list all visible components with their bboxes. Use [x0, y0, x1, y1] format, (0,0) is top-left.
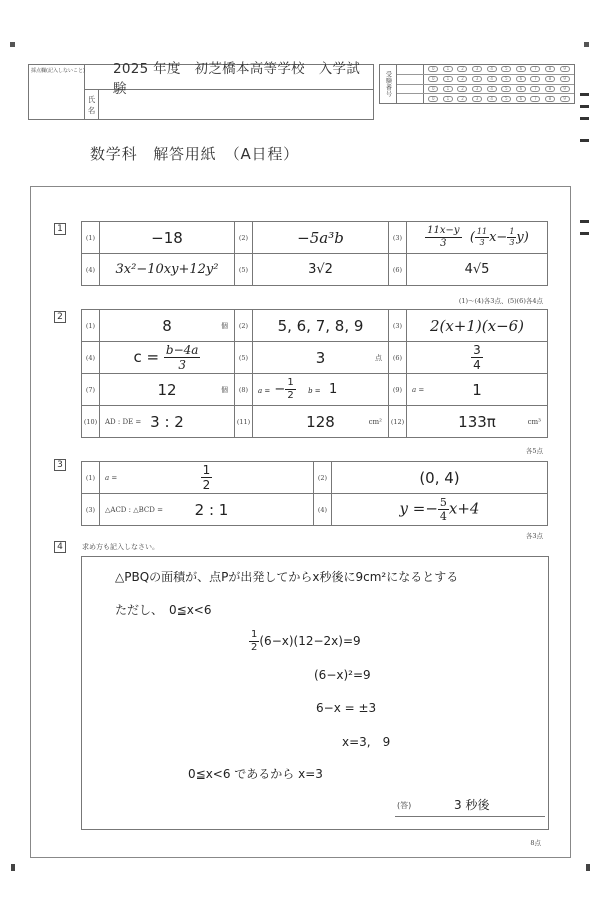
bubble-group: [424, 85, 574, 94]
answer-label: (2): [235, 222, 253, 254]
digit-bubble[interactable]: 8: [545, 76, 555, 82]
answer-cell[interactable]: −18: [100, 222, 235, 254]
digit-bubble[interactable]: 5: [501, 76, 511, 82]
timing-mark: [580, 105, 589, 108]
unit-label: 個: [221, 385, 228, 394]
answer-label: (11): [235, 406, 253, 438]
registration-mark: [584, 42, 589, 47]
answer-label: (10): [82, 406, 100, 438]
digit-bubble[interactable]: 8: [545, 96, 555, 102]
digit-bubble[interactable]: 7: [530, 66, 540, 72]
work-line: △PBQの面積が、点Pが出発してからx秒後に9cm²になるとする: [115, 570, 459, 584]
answer-cell[interactable]: △ACD : △BCD = 2 : 1: [100, 494, 314, 526]
fraction: $\frac{11x-y}{3}$: [427, 225, 460, 249]
answer-cell[interactable]: a = − $\frac{1}{2}$ b = 1: [253, 374, 389, 406]
points-note: 8点: [530, 839, 541, 847]
digit-bubble[interactable]: 1: [443, 86, 453, 92]
digit-bubble[interactable]: 1: [443, 66, 453, 72]
work-line: $\frac{1}{2}$ (6−x)(12−2x)=9: [251, 629, 361, 653]
answer-label: (5): [235, 254, 253, 286]
digit-bubble[interactable]: 8: [545, 66, 555, 72]
points-note: 各5点: [525, 447, 543, 455]
question-number: 4: [54, 541, 66, 553]
work-line: ただし、 0≦x<6: [115, 603, 212, 617]
answer-cell[interactable]: 133π cm³: [407, 406, 548, 438]
exam-number-row: [397, 65, 574, 75]
question-number: 3: [54, 459, 66, 471]
fraction: $\frac{3}{4}$: [473, 343, 481, 372]
bubble-group: [424, 65, 574, 74]
fraction: $\frac{11}{3}$: [476, 227, 488, 247]
answer-cell[interactable]: c = $\frac{b-4a}{3}$: [100, 342, 235, 374]
digit-bubble[interactable]: 7: [530, 96, 540, 102]
answer-cell[interactable]: $\frac{11x-y}{3}$ ( $\frac{11}{3}$ x− $\frac{1}{3}$ y): [407, 222, 548, 254]
question-number: 1: [54, 223, 66, 235]
answer-cell[interactable]: (0, 4): [332, 462, 548, 494]
work-line: 6−x = ±3: [316, 701, 377, 715]
timing-mark: [580, 220, 589, 223]
answer-cell[interactable]: a = 1: [407, 374, 548, 406]
fraction: $\frac{1}{2}$: [287, 377, 294, 401]
score-box: [29, 65, 85, 119]
answer-label: (2): [314, 462, 332, 494]
digit-bubble[interactable]: 8: [545, 86, 555, 92]
digit-bubble[interactable]: 9: [560, 66, 570, 72]
exam-number-row: [397, 75, 574, 85]
answer-cell[interactable]: 3√2: [253, 254, 389, 286]
work-line: (6−x)²=9: [314, 668, 371, 682]
digit-write-box[interactable]: [397, 85, 424, 94]
score-label: 採点欄(記入しないこと): [31, 68, 85, 74]
exam-number-grid: [379, 64, 575, 104]
digit-bubble[interactable]: 4: [487, 76, 497, 82]
digit-bubble[interactable]: 5: [501, 86, 511, 92]
points-note: (1)〜(4)各3点、(5)(6)各4点: [458, 297, 543, 305]
answer-label: (6): [389, 254, 407, 286]
digit-bubble[interactable]: 0: [428, 76, 438, 82]
digit-bubble[interactable]: 0: [428, 86, 438, 92]
final-answer[interactable]: 3 秒後: [454, 798, 490, 812]
digit-write-box[interactable]: [397, 75, 424, 84]
name-label: 氏 名: [85, 90, 99, 119]
answer-cell[interactable]: 3x²−10xy+12y²: [100, 254, 235, 286]
digit-bubble[interactable]: 3: [472, 76, 482, 82]
work-area[interactable]: [81, 556, 549, 830]
fraction: $\frac{1}{2}$: [202, 463, 211, 492]
digit-bubble[interactable]: 0: [428, 96, 438, 102]
exam-number-row: [397, 94, 574, 103]
unit-label: cm³: [527, 417, 541, 426]
answer-label: (1): [82, 462, 100, 494]
answer-cell[interactable]: y =− $\frac{5}{4}$ x+4: [332, 494, 548, 526]
answer-label: (3): [389, 222, 407, 254]
digit-bubble[interactable]: 9: [560, 96, 570, 102]
answer-cell[interactable]: 4√5: [407, 254, 548, 286]
work-line: x=3, 9: [342, 735, 391, 749]
registration-mark: [586, 864, 590, 871]
digit-bubble[interactable]: 7: [530, 86, 540, 92]
answer-cell[interactable]: 8 個: [100, 310, 235, 342]
answer-label: (5): [235, 342, 253, 374]
answer-label: (3): [82, 494, 100, 526]
digit-write-box[interactable]: [397, 94, 424, 103]
digit-bubble[interactable]: 4: [487, 86, 497, 92]
answer-cell[interactable]: 12 個: [100, 374, 235, 406]
answer-label: (6): [389, 342, 407, 374]
subject-title: 数学科 解答用紙 （A日程）: [90, 145, 299, 163]
timing-mark: [580, 232, 589, 235]
answer-cell[interactable]: −5a³b: [253, 222, 389, 254]
registration-mark: [11, 864, 15, 871]
answer-label: (8): [235, 374, 253, 406]
answer-label: (3): [389, 310, 407, 342]
answer-cell[interactable]: [407, 342, 548, 374]
answer-label: (12): [389, 406, 407, 438]
digit-bubble[interactable]: 6: [516, 66, 526, 72]
digit-bubble[interactable]: 0: [428, 66, 438, 72]
exam-header: [28, 61, 374, 120]
digit-bubble[interactable]: 4: [487, 66, 497, 72]
question-number: 2: [54, 311, 66, 323]
answer-label: (9): [389, 374, 407, 406]
answer-cell[interactable]: 2(x+1)(x−6): [407, 310, 548, 342]
points-note: 各3点: [525, 532, 543, 540]
digit-write-box[interactable]: [397, 65, 424, 74]
digit-bubble[interactable]: 1: [443, 76, 453, 82]
digit-bubble[interactable]: 5: [501, 96, 511, 102]
answer-cell[interactable]: 128 cm²: [253, 406, 389, 438]
digit-bubble[interactable]: 3: [472, 86, 482, 92]
answer-cell[interactable]: 3 点: [253, 342, 389, 374]
fraction: $\frac{1}{3}$: [509, 227, 515, 247]
digit-bubble[interactable]: 9: [560, 76, 570, 82]
digit-bubble[interactable]: 4: [487, 96, 497, 102]
digit-bubble[interactable]: 7: [530, 76, 540, 82]
answer-cell[interactable]: 5, 6, 7, 8, 9: [253, 310, 389, 342]
registration-mark: [10, 42, 15, 47]
exam-number-label: 受験番号: [380, 65, 397, 103]
digit-bubble[interactable]: 1: [443, 96, 453, 102]
digit-bubble[interactable]: 6: [516, 96, 526, 102]
digit-bubble[interactable]: 9: [560, 86, 570, 92]
unit-label: 個: [221, 321, 228, 330]
digit-bubble[interactable]: 2: [457, 86, 467, 92]
answer-label: (4): [82, 342, 100, 374]
name-field[interactable]: [99, 90, 373, 119]
fraction: $\frac{1}{2}$: [251, 629, 258, 653]
q2-answer-table: [81, 309, 548, 438]
unit-label: 点: [375, 353, 382, 362]
answer-label: (1): [82, 222, 100, 254]
exam-number-row: [397, 85, 574, 95]
fraction: $\frac{b-4a}{3}$: [165, 343, 199, 372]
digit-bubble[interactable]: 3: [472, 66, 482, 72]
digit-bubble[interactable]: 2: [457, 76, 467, 82]
digit-bubble[interactable]: 2: [457, 66, 467, 72]
digit-bubble[interactable]: 3: [472, 96, 482, 102]
bubble-group: [424, 75, 574, 84]
answer-label: (7): [82, 374, 100, 406]
exam-title: 2025 年度 初芝橋本高等学校 入学試験: [85, 65, 373, 90]
timing-mark: [580, 139, 589, 142]
instruction-text: 求め方も記入しなさい。: [82, 543, 159, 551]
digit-bubble[interactable]: 2: [457, 96, 467, 102]
work-line: 0≦x<6 であるから x=3: [188, 767, 323, 781]
answer-label: (2): [235, 310, 253, 342]
answer-label: (4): [314, 494, 332, 526]
digit-bubble[interactable]: 6: [516, 76, 526, 82]
answer-label: (答): [397, 801, 412, 810]
unit-label: cm²: [368, 417, 382, 426]
answer-label: (1): [82, 310, 100, 342]
answer-cell[interactable]: a = $\frac{1}{2}$: [100, 462, 314, 494]
answer-underline: [395, 816, 545, 817]
timing-mark: [580, 93, 589, 96]
fraction: $\frac{5}{4}$: [439, 496, 447, 523]
q3-answer-table: [81, 461, 548, 526]
answer-label: (4): [82, 254, 100, 286]
digit-bubble[interactable]: 5: [501, 66, 511, 72]
q1-answer-table: [81, 221, 548, 286]
digit-bubble[interactable]: 6: [516, 86, 526, 92]
bubble-group: [424, 94, 574, 103]
answer-cell[interactable]: AD : DE = 3 : 2: [100, 406, 235, 438]
timing-mark: [580, 117, 589, 120]
